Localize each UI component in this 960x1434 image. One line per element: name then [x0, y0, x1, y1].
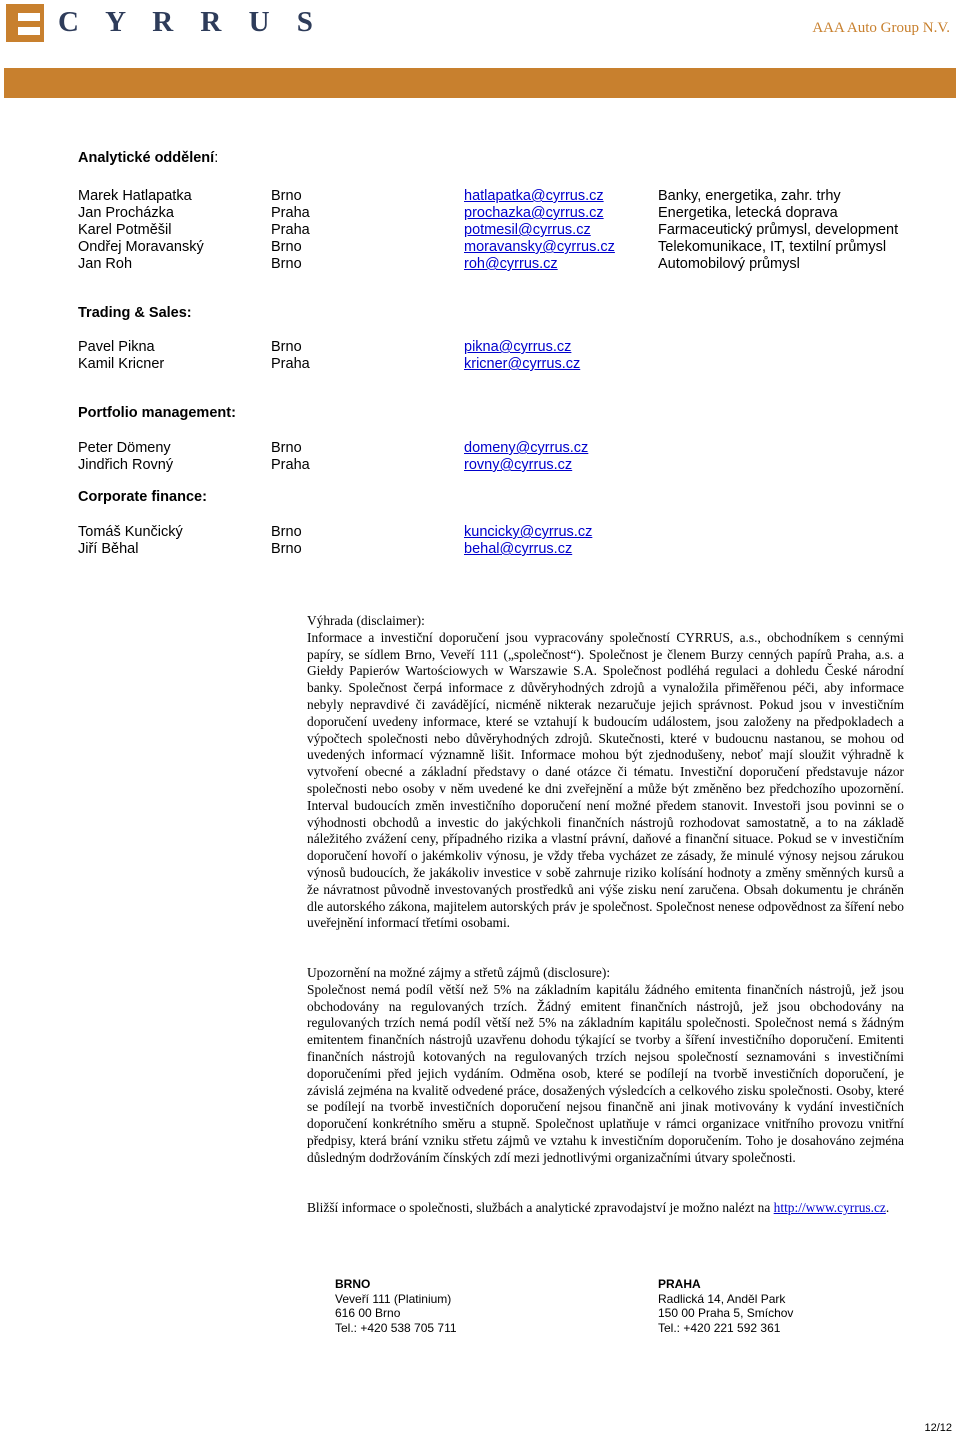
group-name: AAA Auto Group N.V.	[812, 20, 950, 36]
analyst-name: Marek Hatlapatka	[78, 188, 192, 204]
more-info-block	[307, 1200, 904, 1217]
analyst-city: Brno	[271, 239, 302, 255]
portfolio-city: Brno	[271, 440, 302, 456]
analyst-sector: Banky, energetika, zahr. trhy	[658, 188, 841, 204]
trader-name: Kamil Kricner	[78, 356, 165, 372]
disclosure-text: Společnost nemá podíl větší než 5% na základním kapitálu žádného emitenta finančních nástrojů, jež jsou obchodovány na regulovaných trzích. Žádný emitent finančních nástrojů, jež jsou obchodovány na regulovaných trzích nemá podíl větší než 5% na základním kapitálu společnosti. Společnost nemá s žádným emitentem finančních nástrojů uzavřenu dohodu týkající se tvorby a šíření investičního doporučení. Emitenti finančních nástrojů kotovaných na regulovaných trzích nejsou společností seznamováni s investičními doporučeními před jejich vydáním. Odměna osob, které se podílejí na tvorbě investičních doporučení, je závislá zejména na kvalitě odvedené práce, dosažených výsledcích a celkového zisku společnosti. Osoby, které se podílejí na tvorbě investičních doporučení nejsou finančně ani jinak motivovány k vydání investičních doporučení konkrétního směru a stupně. Společnost uplatňuje v rámci organizace vnitřního provozu vnitřní předpisy, která brání vzniku střetu zájmů ve vztahu k investičním doporučením. Toho je dosahováno zejména důsledným dodržováním čínských zdí mezi jednotlivými organizačními útvary společnosti.	[307, 981, 904, 1165]
trader-email-link[interactable]: pikna@cyrrus.cz	[464, 339, 572, 355]
analyst-sector: Energetika, letecká doprava	[658, 205, 838, 221]
analyst-city: Praha	[271, 222, 310, 238]
office-city: BRNO	[335, 1277, 371, 1291]
corporate-name: Jiří Běhal	[78, 541, 139, 557]
analyst-city: Praha	[271, 205, 310, 221]
analyst-name: Karel Potměšil	[78, 222, 172, 238]
corporate-section-title: Corporate finance:	[78, 489, 207, 505]
analyst-name: Jan Roh	[78, 256, 133, 272]
portfolio-name: Peter Dömeny	[78, 440, 171, 456]
analyst-sector: Farmaceutický průmysl, development	[658, 222, 899, 238]
office-address: Veveří 111 (Platinium)	[335, 1291, 452, 1306]
trader-name: Pavel Pikna	[78, 339, 155, 355]
disclosure-block	[307, 965, 904, 1167]
corporate-city: Brno	[271, 541, 302, 557]
analyst-sector: Telekomunikace, IT, textilní průmysl	[658, 239, 887, 255]
header-bar	[4, 68, 956, 98]
analyst-name: Ondřej Moravanský	[78, 239, 204, 255]
disclaimer-text: Informace a investiční doporučení jsou vypracovány společností CYRRUS, a.s., obchodníkem s cennými papíry, se sídlem Brno, Veveří 111 („společnost“). Společnost je členem Burzy cenných papírů Praha, a.s. a Giełdy Papierów Wartościowych w Warszawie S.A. Společnost podléhá regulaci a dohledu České národní banky. Společnost čerpá informace z důvěryhodných zdrojů a vynaložila přiměřenou péči, aby informace nebyly nepravdivé či zavádějící, nicméně nikterak nezaručuje jejich správnost. Pokud jsou v investičním doporučení uvedeny informace, které se vztahují k budoucím událostem, jsou založeny na předpokladech a výpočtech společnosti nebo důvěryhodných zdrojů. Skutečnosti, které v budoucnu nastanou, se mohou od uvedených informací významně lišit. Informace mohou být zjednodušeny, neboť mají sloužit výhradně k vytvoření obecné a základní představy o dané otázce či tématu. Investiční doporučení představuje názor společnosti nebo osoby v něm uvedené ke dni zveřejnění a může být změněno bez předchozího upozornění. Interval budoucích změn investičního doporučení není možné předem stanovit. Investoři jsou povinni se o výhodnosti obchodů a investic do jakýchkoli finančních nástrojů rozhodovat samostatně, a to na základě náležitého zvážení ceny, případného rizika a vlastní právní, daňové a finanční situace. Pokud se v investičním doporučení hovoří o jakémkoliv výnosu, je vždy třeba vycházet ze zásady, že minulé výnosy nejsou zárukou výnosů budoucích, že jakákoliv investice v sobě zahrnuje riziko kolísání hodnoty a změny směnných kursů a že návratnost původně investovaných prostředků ani výše zisku není zaručena. Obsah dokumentu je chráněn dle autorského zákona, majitelem autorských práv je společnost. Společnost nenese odpovědnost za šíření nebo uveřejnění informací třetími osobami.	[307, 629, 904, 931]
corporate-name: Tomáš Kunčický	[78, 524, 183, 540]
trader-city: Praha	[271, 356, 310, 372]
portfolio-name: Jindřich Rovný	[78, 457, 174, 473]
office-postcode: 150 00 Praha 5, Smíchov	[658, 1306, 794, 1321]
portfolio-city: Praha	[271, 457, 310, 473]
office-phone: Tel.: +420 221 592 361	[658, 1320, 781, 1335]
brand-name: C Y R R U S	[58, 6, 323, 38]
analyst-title-suffix: :	[214, 150, 219, 166]
corporate-email-link[interactable]: behal@cyrrus.cz	[464, 541, 573, 557]
website-link[interactable]: http://www.cyrrus.cz	[773, 1200, 886, 1215]
trading-section-title: Trading & Sales:	[78, 305, 192, 321]
more-info-text: Bližší informace o společnosti, službách a analytické zpravodajství je možno nalézt na	[307, 1200, 771, 1215]
office-brno	[335, 1277, 457, 1335]
office-phone: Tel.: +420 538 705 711	[335, 1320, 457, 1335]
portfolio-section-title: Portfolio management:	[78, 405, 236, 421]
page-number: 12/12	[924, 1422, 952, 1434]
analyst-email-link[interactable]: moravansky@cyrrus.cz	[464, 239, 615, 255]
analyst-email-link[interactable]: hatlapatka@cyrrus.cz	[464, 188, 604, 204]
cyrrus-logo-icon	[6, 4, 44, 42]
analyst-email-link[interactable]: potmesil@cyrrus.cz	[464, 222, 591, 238]
analyst-city: Brno	[271, 188, 302, 204]
disclosure-title: Upozornění na možné zájmy a střetů zájmů (disclosure):	[307, 965, 611, 980]
analyst-email-link[interactable]: roh@cyrrus.cz	[464, 256, 558, 272]
analyst-section-title	[78, 150, 218, 166]
portfolio-email-link[interactable]: rovny@cyrrus.cz	[464, 457, 573, 473]
analyst-city: Brno	[271, 256, 302, 272]
office-postcode: 616 00 Brno	[335, 1306, 401, 1321]
disclaimer-block	[307, 613, 904, 932]
disclaimer-title: Výhrada (disclaimer):	[307, 613, 425, 628]
corporate-email-link[interactable]: kuncicky@cyrrus.cz	[464, 524, 593, 540]
analyst-title-bold: Analytické oddělení	[78, 150, 215, 166]
more-info-suffix: .	[885, 1200, 890, 1215]
analyst-sector: Automobilový průmysl	[658, 256, 800, 272]
analyst-name: Jan Procházka	[78, 205, 174, 221]
office-praha	[658, 1277, 793, 1335]
office-city: PRAHA	[658, 1277, 701, 1291]
office-address: Radlická 14, Anděl Park	[658, 1291, 786, 1306]
trader-city: Brno	[271, 339, 302, 355]
trader-email-link[interactable]: kricner@cyrrus.cz	[464, 356, 581, 372]
portfolio-email-link[interactable]: domeny@cyrrus.cz	[464, 440, 589, 456]
corporate-city: Brno	[271, 524, 302, 540]
analyst-email-link[interactable]: prochazka@cyrrus.cz	[464, 205, 604, 221]
